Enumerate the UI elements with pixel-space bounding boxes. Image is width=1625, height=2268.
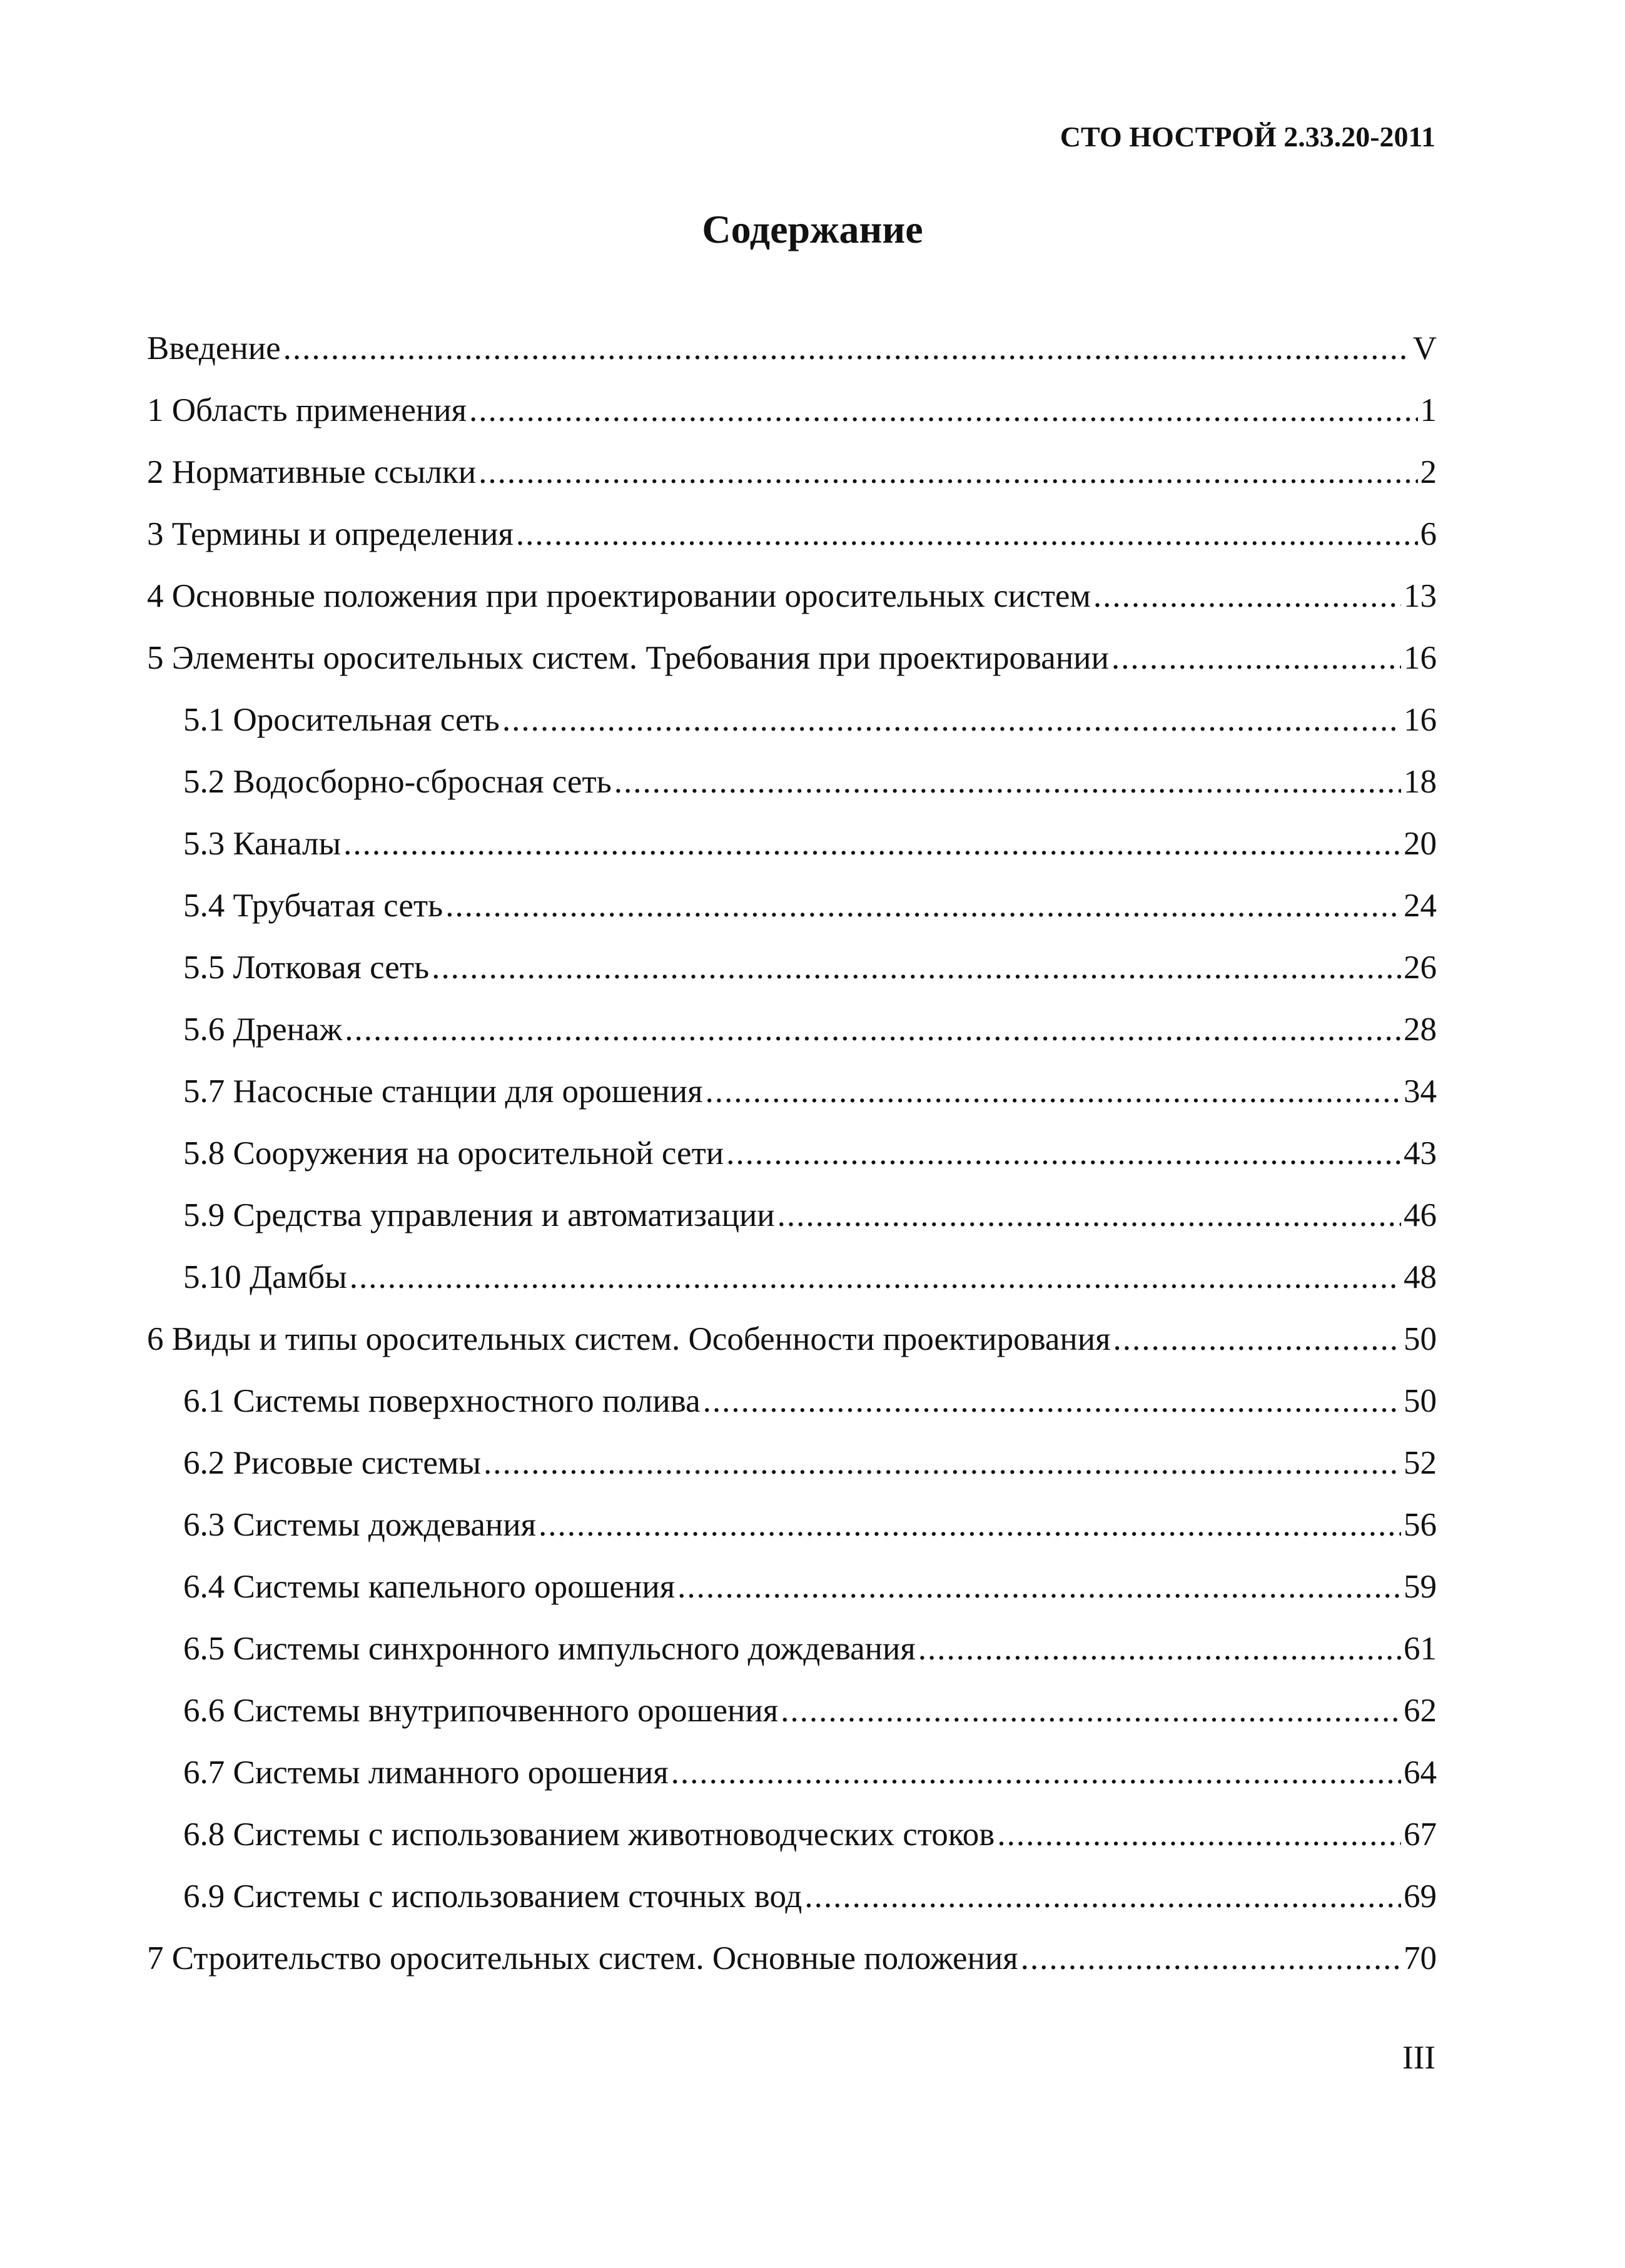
toc-entry-label: 5 Элементы оросительных систем. Требования при проектировании xyxy=(147,640,1109,676)
toc-entry-label: 6.4 Системы капельного орошения xyxy=(183,1569,676,1605)
toc-entry-label: 6.9 Системы с использованием сточных вод xyxy=(183,1878,802,1915)
toc-entry-page: 1 xyxy=(1420,392,1437,428)
toc-entry-page: 67 xyxy=(1404,1816,1437,1853)
dot-leader xyxy=(516,504,1418,565)
dot-leader xyxy=(445,875,1401,937)
document-code: СТО НОСТРОЙ 2.33.20-2011 xyxy=(1060,121,1435,153)
toc-entry[interactable] xyxy=(147,380,1437,442)
toc-entry-label: 6.8 Системы с использованием животноводческих стоков xyxy=(183,1816,995,1853)
toc-entry[interactable] xyxy=(147,1185,1437,1247)
dot-leader xyxy=(997,1804,1401,1866)
toc-entry[interactable] xyxy=(147,937,1437,999)
dot-leader xyxy=(705,1061,1401,1123)
toc-entry-page: 56 xyxy=(1404,1507,1437,1543)
toc-entry[interactable] xyxy=(147,1804,1437,1866)
dot-leader xyxy=(432,937,1401,999)
toc-entry[interactable] xyxy=(147,1866,1437,1928)
toc-entry[interactable] xyxy=(147,813,1437,875)
toc-entry-label: 6.7 Системы лиманного орошения xyxy=(183,1754,669,1791)
toc-entry[interactable] xyxy=(147,751,1437,813)
toc-entry-label: 1 Область применения xyxy=(147,392,467,428)
toc-entry-page: 2 xyxy=(1420,454,1437,490)
toc-entry[interactable] xyxy=(147,442,1437,504)
toc-entry-label: 6.2 Рисовые системы xyxy=(183,1445,482,1481)
dot-leader xyxy=(502,689,1401,751)
toc-entry-page: 28 xyxy=(1404,1011,1437,1048)
toc-entry-page: 70 xyxy=(1404,1940,1437,1977)
toc-entry-page: V xyxy=(1412,330,1437,367)
dot-leader xyxy=(483,1432,1401,1494)
toc-entry-label: 5.1 Оросительная сеть xyxy=(183,702,500,738)
toc-entry[interactable] xyxy=(147,627,1437,689)
toc-entry-page: 13 xyxy=(1404,578,1437,614)
dot-leader xyxy=(350,1247,1401,1309)
toc-entry-label: 5.2 Водосборно-сбросная сеть xyxy=(183,764,612,800)
dot-leader xyxy=(918,1618,1401,1680)
toc-entry-label: 5.7 Насосные станции для орошения xyxy=(183,1073,703,1110)
toc-entry-page: 43 xyxy=(1404,1135,1437,1172)
toc-entry-label: 5.10 Дамбы xyxy=(183,1259,347,1295)
dot-leader xyxy=(703,1370,1401,1432)
toc-entry[interactable] xyxy=(147,1123,1437,1185)
toc-entry-page: 24 xyxy=(1404,888,1437,924)
toc-entry-page: 20 xyxy=(1404,826,1437,862)
toc-entry-label: 6.5 Системы синхронного импульсного дождевания xyxy=(183,1631,916,1667)
dot-leader xyxy=(1111,627,1401,689)
toc-entry-page: 50 xyxy=(1404,1383,1437,1419)
toc-entry-label: 4 Основные положения при проектировании оросительных систем xyxy=(147,578,1091,614)
toc-entry-page: 16 xyxy=(1404,640,1437,676)
toc-entry[interactable] xyxy=(147,504,1437,565)
toc-entry[interactable] xyxy=(147,1928,1437,1990)
toc-entry[interactable] xyxy=(147,1309,1437,1370)
page-number: III xyxy=(1402,2040,1435,2076)
toc-entry-page: 48 xyxy=(1404,1259,1437,1295)
toc-entry-label: 5.3 Каналы xyxy=(183,826,342,862)
toc-entry[interactable] xyxy=(147,875,1437,937)
toc-entry[interactable] xyxy=(147,1680,1437,1742)
toc-entry-page: 16 xyxy=(1404,702,1437,738)
toc-entry-label: 2 Нормативные ссылки xyxy=(147,454,477,490)
dot-leader xyxy=(1113,1309,1401,1370)
toc-entry-page: 26 xyxy=(1404,949,1437,986)
dot-leader xyxy=(781,1680,1401,1742)
toc-entry-label: 5.5 Лотковая сеть xyxy=(183,949,430,986)
toc-entry[interactable] xyxy=(147,1494,1437,1556)
toc-entry[interactable] xyxy=(147,565,1437,627)
dot-leader xyxy=(1021,1928,1401,1990)
toc-entry-page: 64 xyxy=(1404,1754,1437,1791)
toc-entry[interactable] xyxy=(147,1247,1437,1309)
toc-entry-page: 59 xyxy=(1404,1569,1437,1605)
dot-leader xyxy=(469,380,1417,442)
toc-entry-page: 50 xyxy=(1404,1321,1437,1357)
dot-leader xyxy=(1093,565,1401,627)
dot-leader xyxy=(726,1123,1401,1185)
dot-leader xyxy=(345,999,1401,1061)
toc-title: Содержание xyxy=(702,207,923,251)
toc-entry[interactable] xyxy=(147,689,1437,751)
dot-leader xyxy=(677,1556,1401,1618)
dot-leader xyxy=(777,1185,1401,1247)
toc-entry-label: Введение xyxy=(147,330,281,367)
toc-entry[interactable] xyxy=(147,318,1437,380)
toc-entry-page: 18 xyxy=(1404,764,1437,800)
toc-entry[interactable] xyxy=(147,1061,1437,1123)
toc-entry[interactable] xyxy=(147,999,1437,1061)
dot-leader xyxy=(804,1866,1401,1928)
toc-entry-label: 6.1 Системы поверхностного полива xyxy=(183,1383,701,1419)
toc-entry[interactable] xyxy=(147,1556,1437,1618)
toc-entry-page: 6 xyxy=(1420,516,1437,552)
dot-leader xyxy=(478,442,1417,504)
toc-entry-label: 3 Термины и определения xyxy=(147,516,514,552)
toc-entry[interactable] xyxy=(147,1432,1437,1494)
toc-entry-page: 52 xyxy=(1404,1445,1437,1481)
dot-leader xyxy=(671,1742,1401,1804)
dot-leader xyxy=(614,751,1401,813)
toc-entry-label: 6.6 Системы внутрипочвенного орошения xyxy=(183,1693,779,1729)
toc-entry[interactable] xyxy=(147,1370,1437,1432)
toc-entry-label: 5.9 Средства управления и автоматизации xyxy=(183,1197,775,1233)
toc-entry-page: 34 xyxy=(1404,1073,1437,1110)
dot-leader xyxy=(283,318,1410,380)
toc-entry[interactable] xyxy=(147,1742,1437,1804)
toc-entry-page: 46 xyxy=(1404,1197,1437,1233)
toc-entry-label: 5.8 Сооружения на оросительной сети xyxy=(183,1135,724,1172)
toc-entry-label: 6 Виды и типы оросительных систем. Особенности проектирования xyxy=(147,1321,1111,1357)
toc-entry-label: 5.6 Дренаж xyxy=(183,1011,343,1048)
toc-entry-label: 7 Строительство оросительных систем. Основные положения xyxy=(147,1940,1018,1977)
dot-leader xyxy=(539,1494,1401,1556)
toc-entry-page: 69 xyxy=(1404,1878,1437,1915)
dot-leader xyxy=(343,813,1401,875)
toc-entry-label: 6.3 Системы дождевания xyxy=(183,1507,537,1543)
toc-entry-label: 5.4 Трубчатая сеть xyxy=(183,888,443,924)
table-of-contents xyxy=(147,318,1437,1990)
toc-entry-page: 61 xyxy=(1404,1631,1437,1667)
toc-entry-page: 62 xyxy=(1404,1693,1437,1729)
toc-entry[interactable] xyxy=(147,1618,1437,1680)
